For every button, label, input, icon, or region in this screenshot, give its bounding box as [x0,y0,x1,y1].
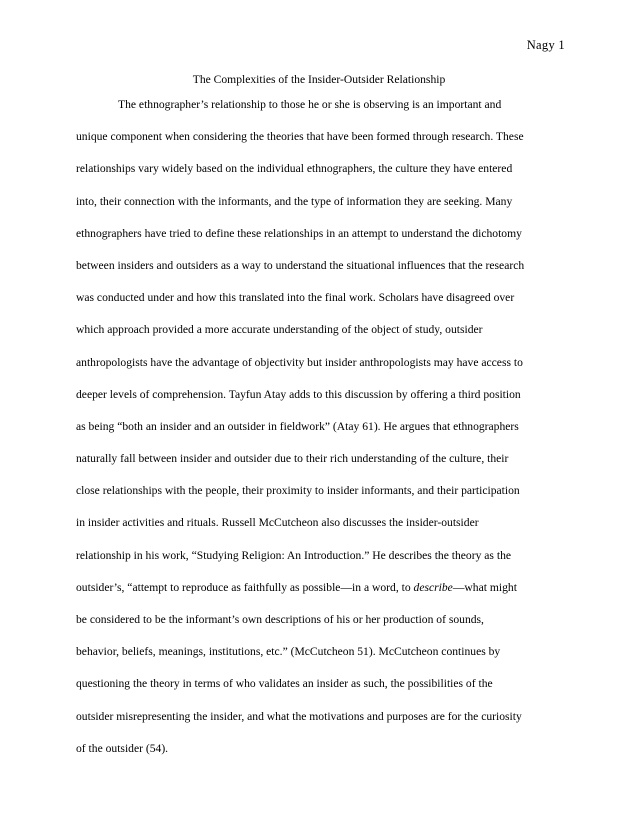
text-segment: outsider’s, “attempt to reproduce as faithfully as possible—in a word, to [76,580,414,594]
text-line: as being “both an insider and an outsider in fieldwork” (Atay 61). He argues that ethnographers [76,419,519,433]
text-line: be considered to be the informant’s own descriptions of his or her production of sounds, [76,613,484,626]
emphasized-word: describe [413,580,453,594]
text-line: relationship in his work, “Studying Religion: An Introduction.” He describes the theory as the [76,548,512,562]
text-line: deeper levels of comprehension. Tayfun Atay adds to this discussion by offering a third position [76,387,521,401]
text-line: into, their connection with the informants, and the type of information they are seeking. Many [76,194,513,208]
running-head: Nagy 1 [526,38,565,52]
text-line: naturally fall between insider and outsider due to their rich understanding of the culture, their [76,452,509,466]
text-line: unique component when considering the theories that have been formed through research. These [76,130,524,144]
text-line: outsider misrepresenting the insider, and what the motivations and purposes are for the curiosity [76,709,522,723]
text-line: The ethnographer’s relationship to those he or she is observing is an important and [118,98,502,111]
text-line: ethnographers have tried to define these relationships in an attempt to understand the dichotomy [76,226,522,240]
text-line: behavior, beliefs, meanings, institutions, etc.” (McCutcheon 51). McCutcheon continues by [76,645,501,659]
text-line: of the outsider (54). [76,741,169,755]
body-paragraph [76,98,566,774]
text-line: was conducted under and how this translated into the final work. Scholars have disagreed over [76,291,515,305]
text-line: close relationships with the people, their proximity to insider informants, and their participation [76,484,520,498]
text-line: anthropologists have the advantage of objectivity but insider anthropologists may have access to [76,355,523,369]
text-line: relationships vary widely based on the individual ethnographers, the culture they have entered [76,162,513,176]
text-segment: —what might [452,580,517,594]
paper-title: The Complexities of the Insider-Outsider Relationship [192,73,446,86]
text-line-with-emphasis [76,581,566,613]
text-line: in insider activities and rituals. Russell McCutcheon also discusses the insider-outsider [76,516,479,530]
text-line: questioning the theory in terms of who validates an insider as such, the possibilities of the [76,677,493,691]
text-line: between insiders and outsiders as a way to understand the situational influences that the research [76,258,525,272]
text-line: which approach provided a more accurate understanding of the object of study, outsider [76,323,483,337]
